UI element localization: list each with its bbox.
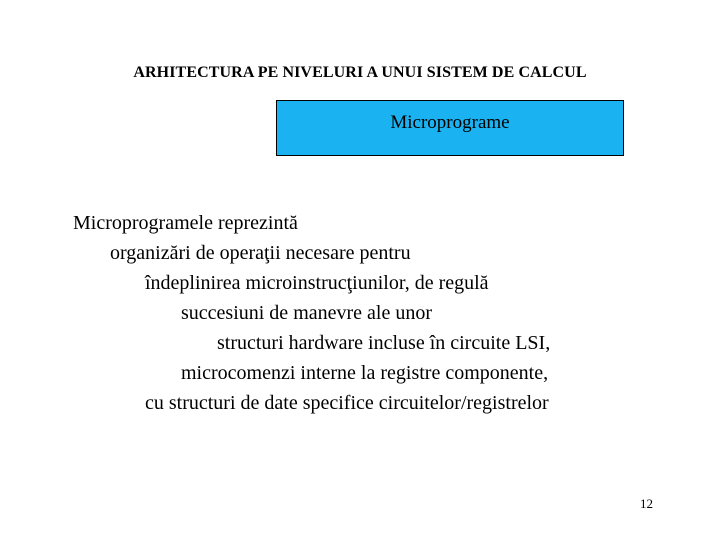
definition-line-5: structuri hardware incluse în circuite LSI,	[217, 332, 551, 354]
slide-title: ARHITECTURA PE NIVELURI A UNUI SISTEM DE CALCUL	[133, 64, 587, 81]
definition-line-3: îndeplinirea microinstrucţiunilor, de regulă	[145, 272, 489, 294]
definition-line-1	[73, 208, 298, 238]
definition-line-6: microcomenzi interne la registre componente,	[181, 362, 549, 384]
definition-line-1-text: reprezintă	[212, 212, 298, 234]
definition-line-7: cu structuri de date specifice circuitelor/registrelor	[145, 392, 549, 414]
definition-line-2: organizări de operaţii necesare pentru	[110, 242, 411, 264]
definition-line-4: succesiuni de manevre ale unor	[181, 302, 433, 324]
microprograme-level-box	[276, 100, 624, 156]
defined-term: Microprogramele	[73, 212, 213, 234]
page-number: 12	[640, 496, 653, 511]
level-box-label: Microprograme	[390, 112, 510, 133]
